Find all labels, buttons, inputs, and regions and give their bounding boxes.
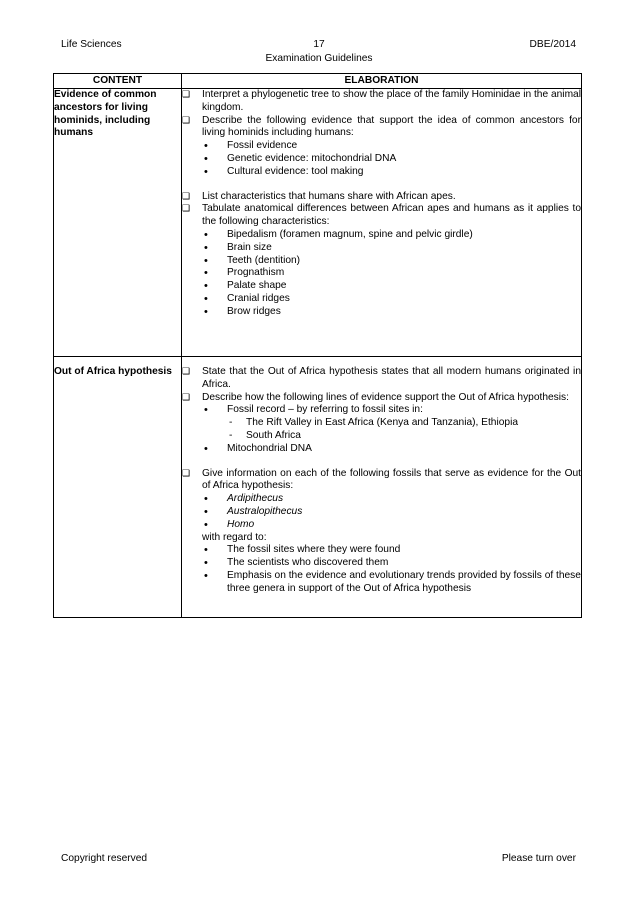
header-subtitle: Examination Guidelines [265,53,373,64]
bullet-item: • The scientists who discovered them [204,557,389,570]
dash-item: - South Africa [229,429,301,441]
bullet-dot-icon: • [204,544,208,557]
content-cell: Out of Africa hypothesis [54,357,182,618]
checkbox-bullet-icon: ❑ [182,90,191,100]
checkbox-item: ❑ Describe the following evidence that support the idea of common ancestors for living hominids including humans: [182,114,581,139]
footer-turn-over: Please turn over [501,853,576,864]
header-code: DBE/2014 [529,39,576,50]
bullet-item: • Australopithecus [204,505,303,518]
checkbox-bullet-icon: ❑ [182,367,191,377]
checkbox-item: ❑ State that the Out of Africa hypothesis states that all modern humans originated in Africa. [182,366,581,390]
table-row [54,357,582,618]
bullet-dot-icon: • [204,292,208,305]
bullet-item: • Palate shape [204,280,287,293]
bullet-dot-icon: • [204,152,208,165]
bullet-dot-icon: • [204,228,208,241]
bullet-item: • Bipedalism (foramen magnum, spine and pelvic girdle) [204,228,473,241]
bullet-dot-icon: • [204,165,208,178]
regard-label: with regard to: [202,531,267,543]
table-row [54,89,582,357]
bullet-item: • Emphasis on the evidence and evolutionary trends provided by fossils of these three genera in support of the Out of Africa hypothesis [204,569,581,594]
bullet-dot-icon: • [204,254,208,267]
bullet-item: • Cranial ridges [204,292,290,305]
elaboration-cell [182,89,582,357]
bullet-dot-icon: • [204,493,208,506]
checkbox-item: ❑ Give information on each of the following fossils that serve as evidence for the Out of Africa hypothesis: [182,467,581,492]
checkbox-bullet-icon: ❑ [182,468,191,479]
checkbox-item: ❑ Tabulate anatomical differences between African apes and humans as it applies to the following characteristics: [182,203,581,228]
bullet-item: • Teeth (dentition) [204,254,301,267]
bullet-item: • Brow ridges [204,305,281,318]
content-column-header: CONTENT [54,74,182,89]
bullet-dot-icon: • [204,557,208,570]
checkbox-bullet-icon: ❑ [182,115,191,126]
checkbox-bullet-icon: ❑ [182,204,191,215]
bullet-dot-icon: • [204,140,208,153]
bullet-dot-icon: • [204,280,208,293]
header-subject: Life Sciences [61,39,122,50]
bullet-item: • Cultural evidence: tool making [204,165,364,178]
footer-copyright: Copyright reserved [61,853,148,864]
checkbox-item: ❑ Describe how the following lines of evidence support the Out of Africa hypothesis: [182,391,569,403]
bullet-item: • Fossil record – by referring to fossil sites in: [204,404,423,417]
bullet-item: • Genetic evidence: mitochondrial DNA [204,152,397,165]
bullet-dot-icon: • [204,404,208,417]
checkbox-bullet-icon: ❑ [182,191,191,202]
header-page-number: 17 [313,39,325,50]
bullet-item: • Homo [204,518,255,531]
checkbox-item: ❑ Interpret a phylogenetic tree to show the place of the family Hominidae in the animal kingdom. [182,89,581,113]
bullet-item: • Fossil evidence [204,140,298,153]
bullet-dot-icon: • [204,505,208,518]
table-header-row [54,74,582,89]
guidelines-table [53,73,582,618]
bullet-dot-icon: • [204,267,208,280]
checkbox-bullet-icon: ❑ [182,392,191,403]
checkbox-item: ❑ List characteristics that humans share with African apes. [182,190,456,202]
elaboration-cell [182,357,582,618]
dash-item: - The Rift Valley in East Africa (Kenya and Tanzania), Ethiopia [229,417,519,429]
bullet-item: • Mitochondrial DNA [204,442,312,455]
bullet-item: • Brain size [204,241,272,254]
bullet-dot-icon: • [204,305,208,318]
bullet-item: • The fossil sites where they were found [204,544,401,557]
content-cell: Evidence of common ancestors for living hominids, including humans [54,89,182,357]
elaboration-column-header: ELABORATION [182,74,582,89]
bullet-dot-icon: • [204,569,208,582]
bullet-item: • Prognathism [204,267,285,280]
bullet-dot-icon: • [204,518,208,531]
bullet-item: • Ardipithecus [204,493,284,506]
bullet-dot-icon: • [204,241,208,254]
bullet-dot-icon: • [204,442,208,455]
